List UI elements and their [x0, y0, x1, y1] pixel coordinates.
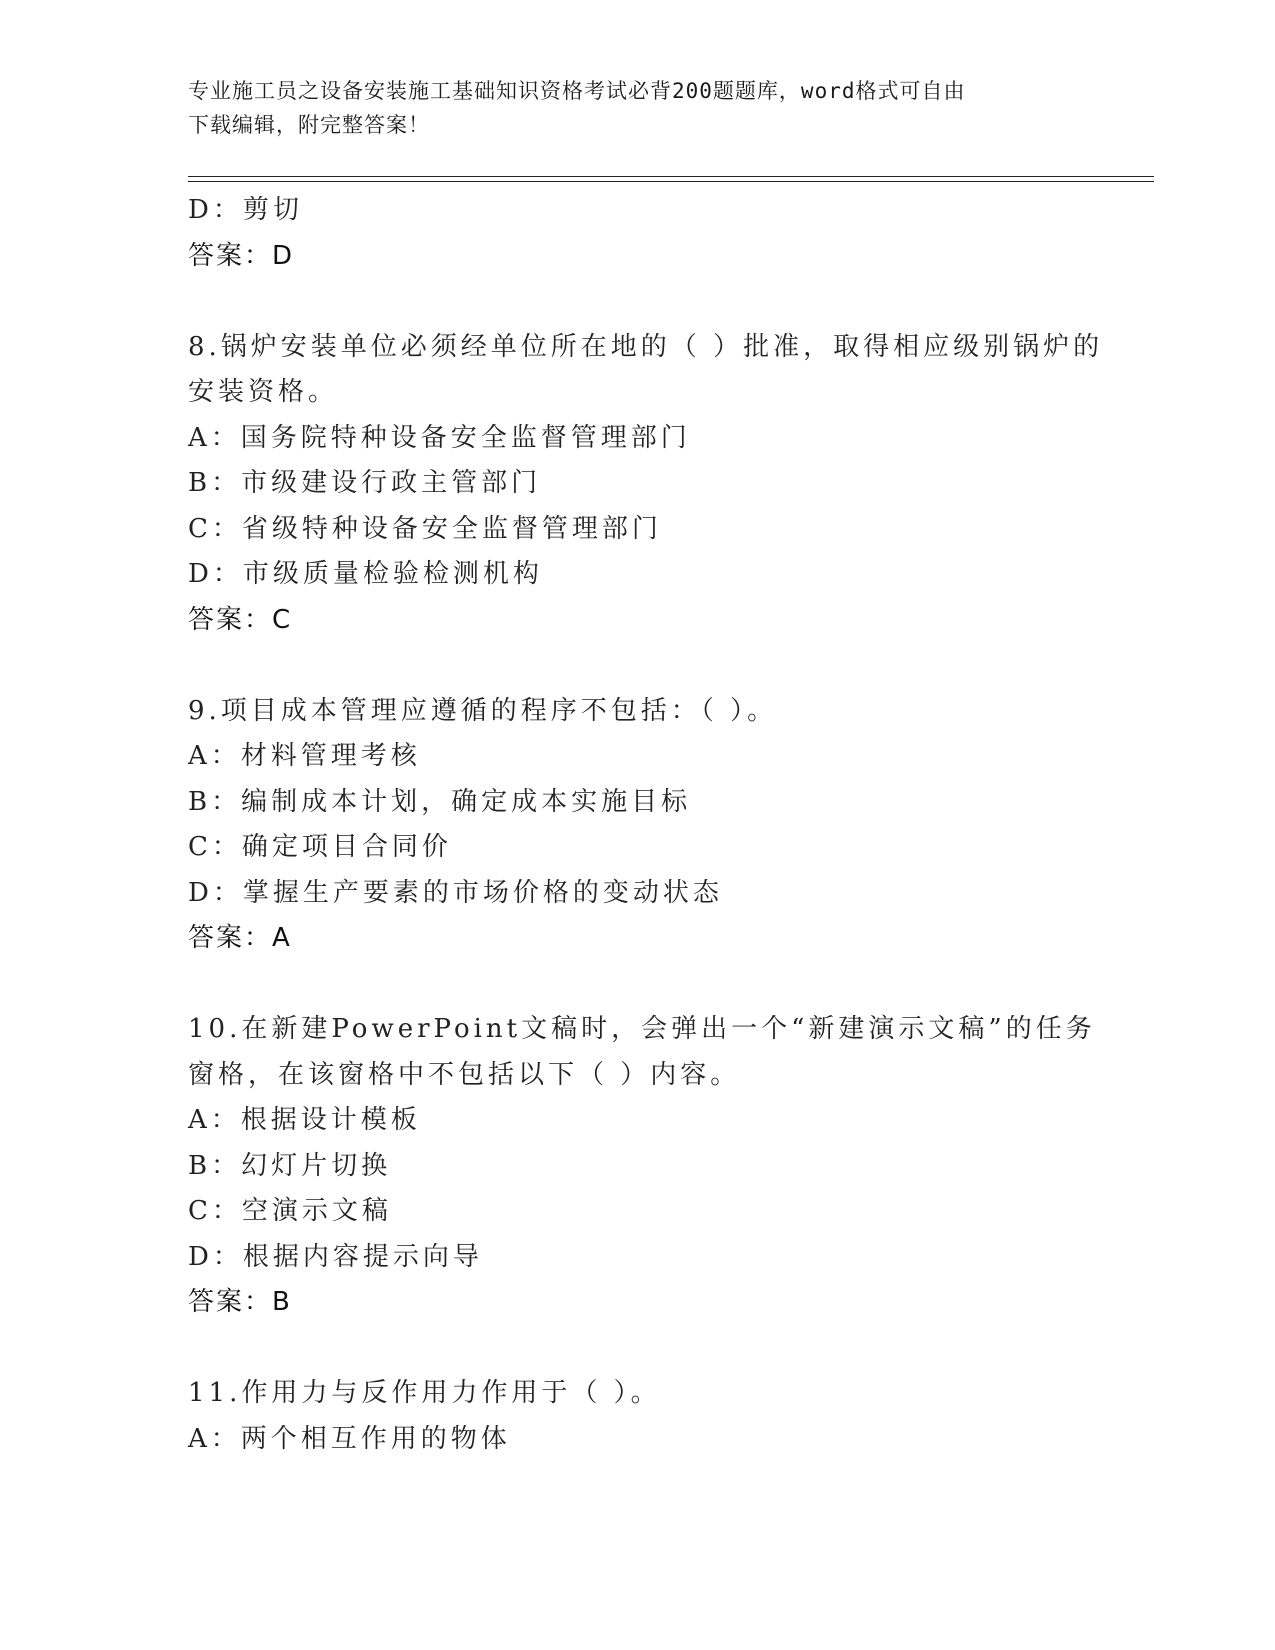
answer-label: 答案：D: [188, 240, 295, 271]
question-stem-continued: 安装资格。: [188, 377, 339, 407]
spacer: [188, 279, 1088, 325]
option-c: C：确定项目合同价: [188, 832, 452, 862]
question-8: [188, 325, 1104, 644]
document-header: [188, 74, 1068, 142]
option-b: B：市级建设行政主管部门: [188, 468, 542, 498]
option-d: D：市级质量检验检测机构: [188, 559, 543, 589]
question-stem-continued: 窗格，在该窗格中不包括以下（ ）内容。: [188, 1059, 741, 1090]
answer-label: 答案：B: [188, 1287, 292, 1317]
answer-label: 答案：C: [188, 604, 293, 635]
question-stem: 9.项目成本管理应遵循的程序不包括：（ ）。: [188, 695, 778, 726]
spacer: [188, 1326, 1088, 1372]
option-b: B：编制成本计划，确定成本实施目标: [188, 786, 692, 817]
option-a: A：根据设计模板: [188, 1105, 421, 1135]
question-stem: 11.作用力与反作用力作用于（ ）。: [188, 1378, 661, 1408]
header-divider-top: [188, 176, 1154, 177]
question-fragment: [188, 188, 1088, 279]
answer-label: 答案：A: [188, 923, 292, 953]
question-stem: 8.锅炉安装单位必须经单位所在地的（ ）批准，取得相应级别锅炉的: [188, 331, 1104, 362]
spacer: [188, 962, 1088, 1008]
option-a: A：国务院特种设备安全监督管理部门: [188, 422, 691, 453]
option-c: C：省级特种设备安全监督管理部门: [188, 513, 662, 544]
header-title-line-2: 下载编辑，附完整答案！: [188, 113, 430, 137]
header-title-line-1: 专业施工员之设备安装施工基础知识资格考试必背200题题库，word格式可自由: [188, 79, 966, 103]
question-11: [188, 1371, 1088, 1462]
spacer: [188, 643, 1088, 689]
option-d: D：掌握生产要素的市场价格的变动状态: [188, 877, 723, 908]
question-9: [188, 689, 1088, 962]
option-b: B：幻灯片切换: [188, 1150, 392, 1181]
header-divider-bottom: [188, 181, 1154, 182]
option-d: D：剪切: [188, 195, 303, 225]
option-c: C：空演示文稿: [188, 1196, 392, 1226]
question-list: [188, 188, 1104, 1462]
option-d: D：根据内容提示向导: [188, 1241, 483, 1272]
option-a: A：两个相互作用的物体: [188, 1423, 511, 1454]
question-stem: 10.在新建PowerPoint文稿时，会弹出一个“新建演示文稿”的任务: [188, 1014, 1096, 1044]
option-a: A：材料管理考核: [188, 741, 421, 771]
question-10: [188, 1007, 1096, 1326]
